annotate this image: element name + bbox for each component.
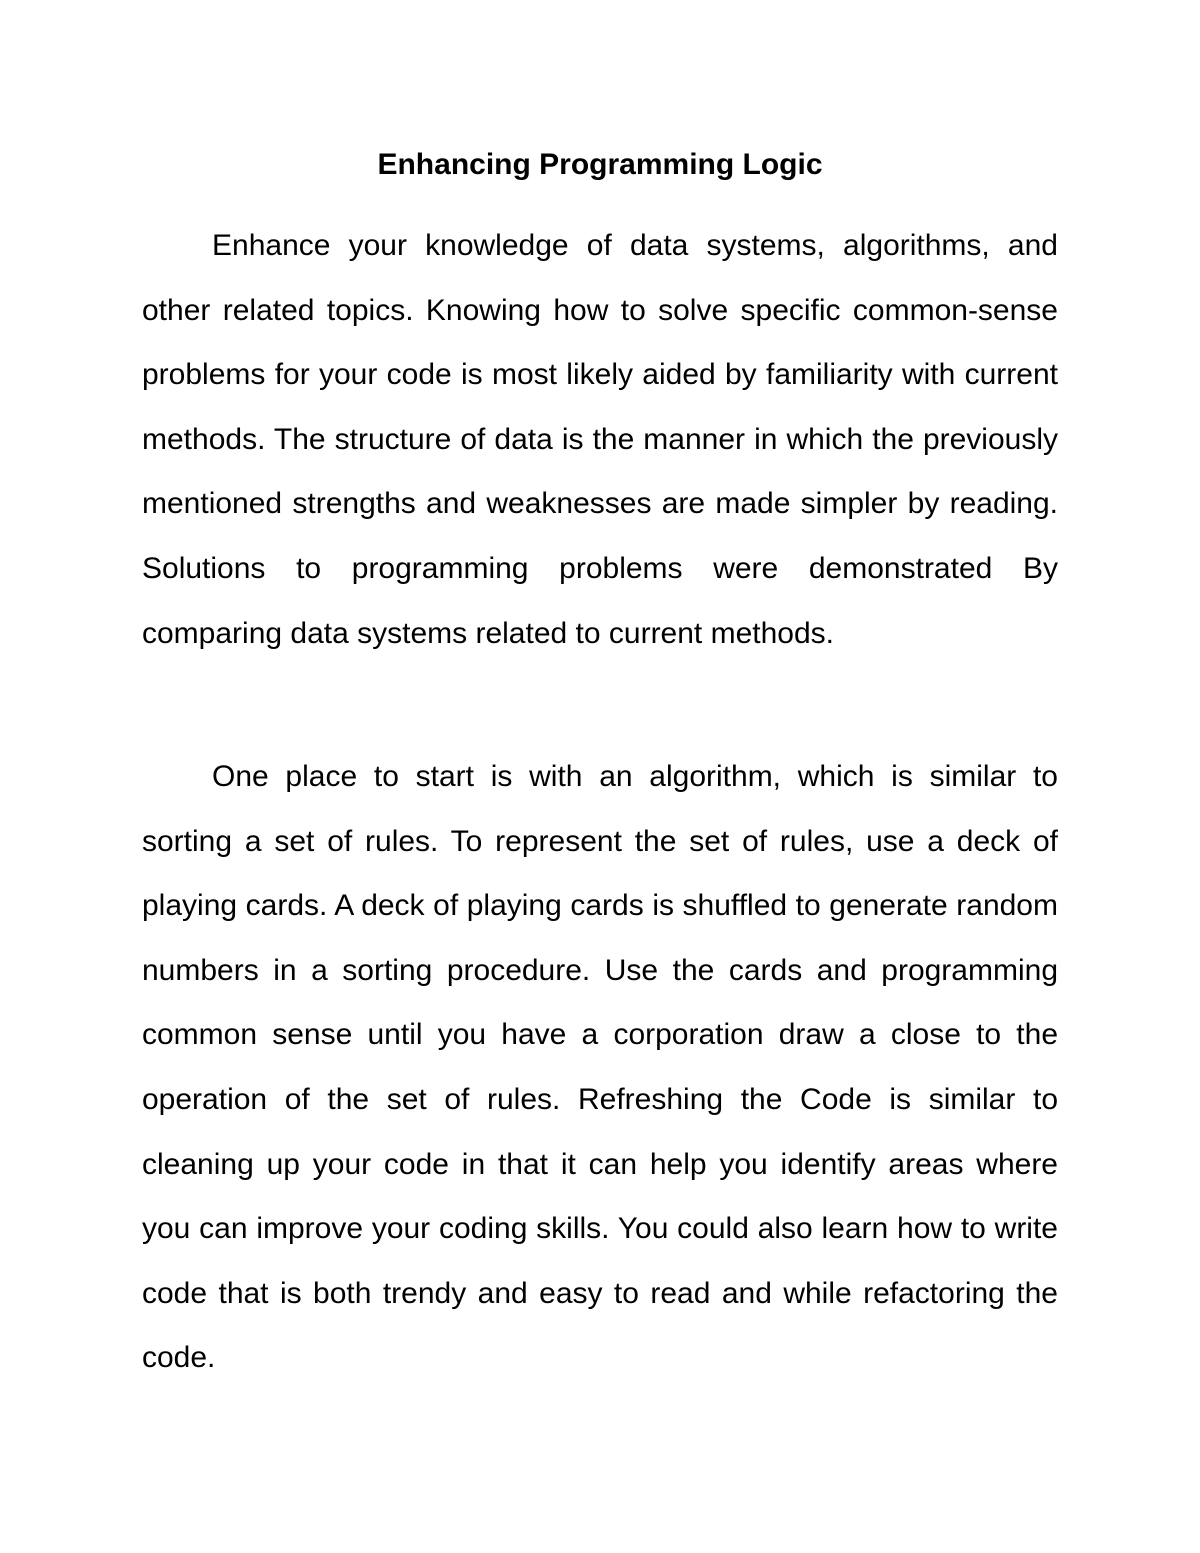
body-paragraph-1: Enhance your knowledge of data systems, algorithms, and other related topics. Knowing how to solve specific common-sense problems for your code is most likely aided by familiarity with current methods. The structure of data is the manner in which the previously mentioned strengths and weaknesses are made simpler by reading. Solutions to programming problems were demonstrated By comparing data systems related to current methods.	[142, 229, 1058, 650]
body-paragraph-2: One place to start is with an algorithm, which is similar to sorting a set of rules. To represent the set of rules, use a deck of playing cards. A deck of playing cards is shuffled to generate random numbers in a sorting procedure. Use the cards and programming common sense until you have a corporation draw a close to the operation of the set of rules. Refreshing the Code is similar to cleaning up your code in that it can help you identify areas where you can improve your coding skills. You could also learn how to write code that is both trendy and easy to read and while refactoring the code.	[142, 760, 1058, 1375]
document-title: Enhancing Programming Logic	[377, 148, 823, 181]
